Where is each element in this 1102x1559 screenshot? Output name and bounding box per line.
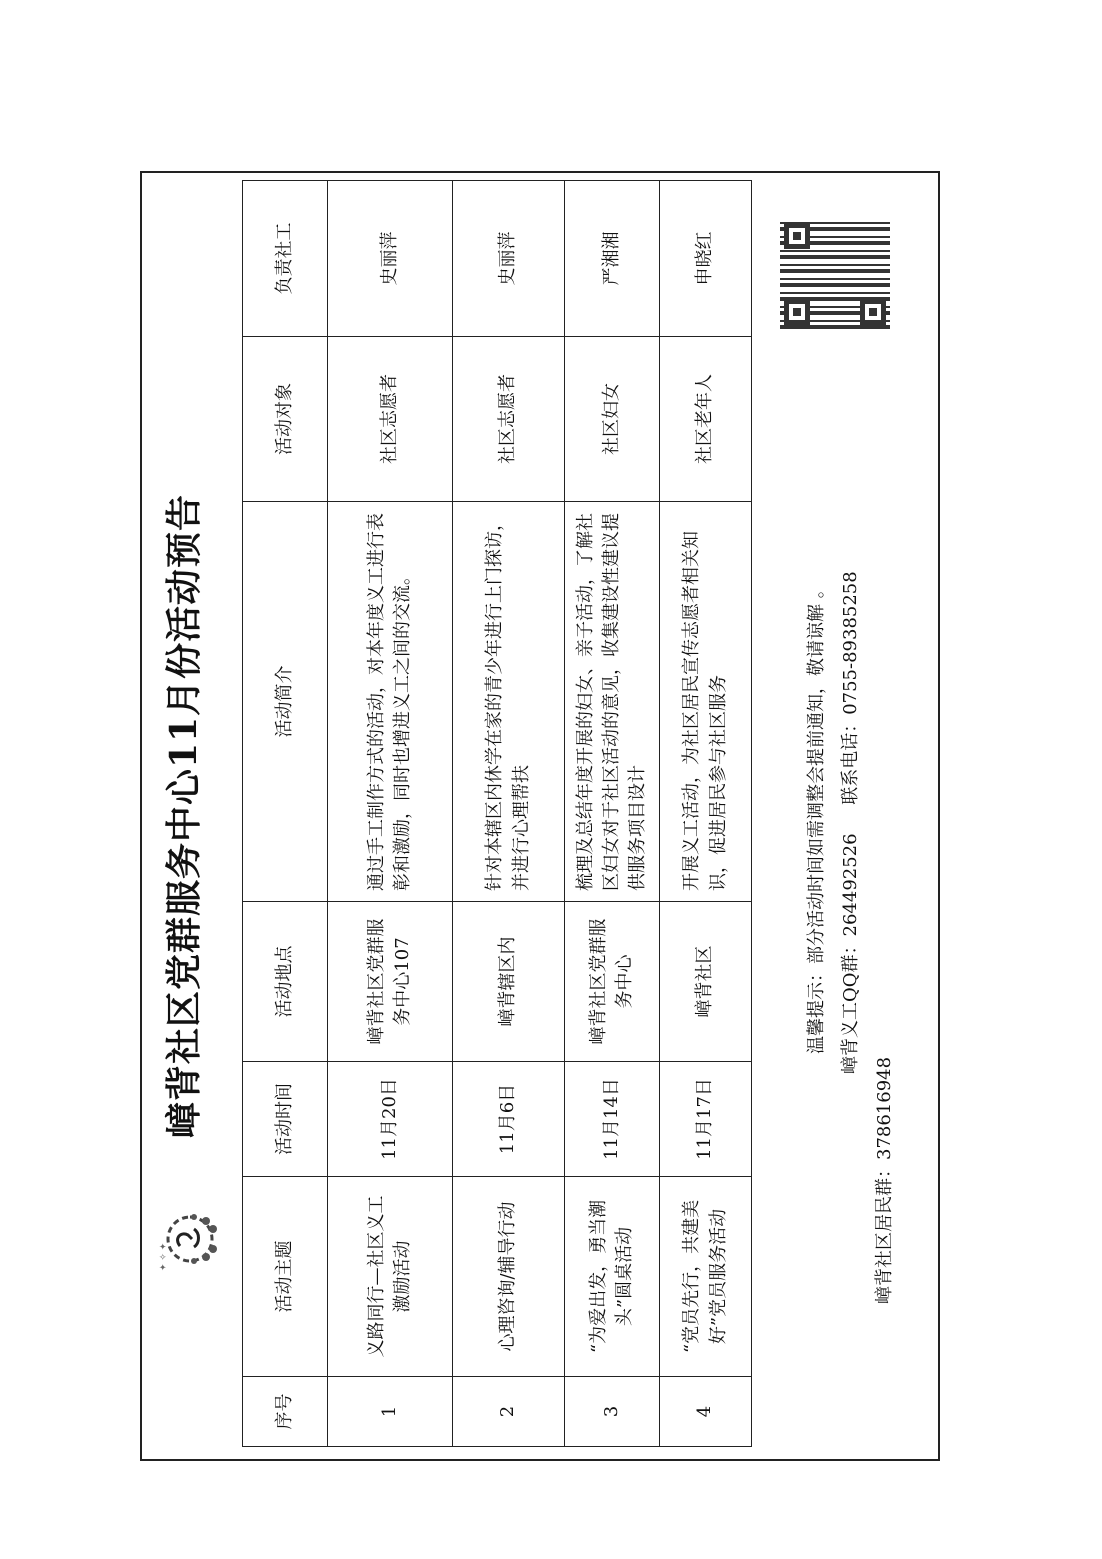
contact-line xyxy=(836,571,862,1074)
footer-notes xyxy=(772,173,942,1459)
table-cell: 史丽萍 xyxy=(453,181,565,337)
header-cell: 活动地点 xyxy=(243,902,328,1062)
table-cell: 1 xyxy=(328,1377,453,1447)
contact-phone-text: 联系电话：0755-89385258 xyxy=(840,571,861,805)
table-cell: 申晓红 xyxy=(660,181,752,337)
table-cell: 嶂背社区 xyxy=(660,902,752,1062)
table-cell: 社区妇女 xyxy=(565,337,660,502)
table-cell: 义路同行—社区义工激励活动 xyxy=(328,1177,453,1377)
table-cell: 社区老年人 xyxy=(660,337,752,502)
qr-code-icon xyxy=(780,219,890,329)
header-cell: 负责社工 xyxy=(243,181,328,337)
page-title: 嶂背社区党群服务中心11月份活动预告 xyxy=(163,493,205,1139)
table-cell: 通过手工制作方式的活动，对本年度义工进行表彰和激励，同时也增进义工之间的交流。 xyxy=(328,502,453,902)
table-row xyxy=(328,181,453,1447)
activity-notice-sheet xyxy=(140,171,940,1461)
table-cell: 嶂背社区党群服务中心107 xyxy=(328,902,453,1062)
table-cell: 11月14日 xyxy=(565,1062,660,1177)
header-cell: 序号 xyxy=(243,1377,328,1447)
volunteer-qq-text: 嶂背义工QQ群：264492526 xyxy=(840,833,861,1074)
table-cell: 2 xyxy=(453,1377,565,1447)
table-cell: 梳理及总结年度开展的妇女、亲子活动，了解社区妇女对于社区活动的意见，收集建设性建议提供服务项目设计 xyxy=(565,502,660,902)
table-cell: “为爱出发，勇当潮头”圆桌活动 xyxy=(565,1177,660,1377)
table-row xyxy=(660,181,752,1447)
table-row xyxy=(565,181,660,1447)
table-cell: 4 xyxy=(660,1377,752,1447)
table-cell: 史丽萍 xyxy=(328,181,453,337)
table-cell: 11月20日 xyxy=(328,1062,453,1177)
svg-text:✦ ✧ ✦: ✦ ✧ ✦ xyxy=(159,1242,169,1271)
header-cell: 活动简介 xyxy=(243,502,328,902)
activity-table xyxy=(242,180,752,1447)
header-cell: 活动时间 xyxy=(243,1062,328,1177)
table-row xyxy=(453,181,565,1447)
notice-text: 温馨提示：部分活动时间如需调整会提前通知，敬请谅解 。 xyxy=(806,580,827,1054)
resident-group-text: 嶂背社区居民群：378616948 xyxy=(874,1056,895,1304)
table-cell: 开展义工活动，为社区居民宣传志愿者相关知识，促进居民参与社区服务 xyxy=(660,502,752,902)
table-cell: 社区志愿者 xyxy=(453,337,565,502)
table-cell: 心理咨询/辅导行动 xyxy=(453,1177,565,1377)
table-cell: 社区志愿者 xyxy=(328,337,453,502)
table-cell: 11月17日 xyxy=(660,1062,752,1177)
table-cell: 11月6日 xyxy=(453,1062,565,1177)
table-header-row xyxy=(243,181,328,1447)
table-cell: 严湘湘 xyxy=(565,181,660,337)
table-cell: “党员先行，共建美好”党员服务活动 xyxy=(660,1177,752,1377)
table-cell: 3 xyxy=(565,1377,660,1447)
table-cell: 针对本辖区内休学在家的青少年进行上门探访，并进行心理帮扶 xyxy=(453,502,565,902)
table-cell: 嶂背社区党群服务中心 xyxy=(565,902,660,1062)
header-cell: 活动主题 xyxy=(243,1177,328,1377)
table-cell: 嶂背辖区内 xyxy=(453,902,565,1062)
header-cell: 活动对象 xyxy=(243,337,328,502)
